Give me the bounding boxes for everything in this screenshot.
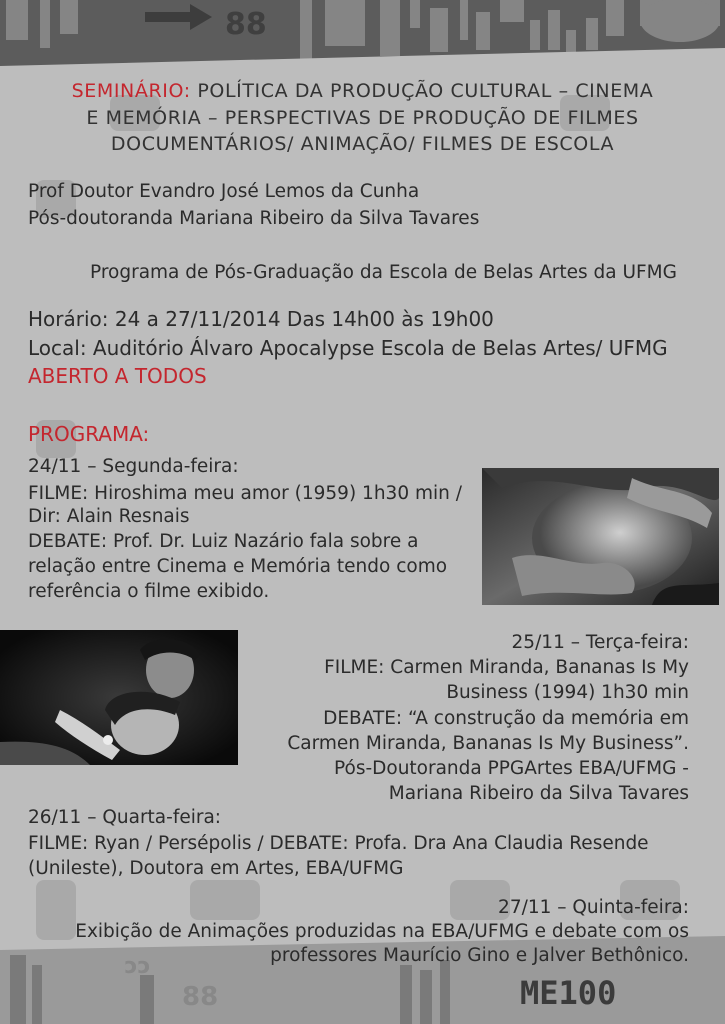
day-1-debate: DEBATE: Prof. Dr. Luiz Nazário fala sobre a [28,531,419,552]
day-2-speaker-2: Mariana Ribeiro da Silva Tavares [388,783,689,804]
day-4-date: 27/11 – Quinta-feira: [498,897,689,918]
day-2-speaker: Pós-Doutoranda PPGArtes EBA/UFMG - [334,758,689,779]
day-1-director: Dir: Alain Resnais [28,506,190,527]
day-3-date: 26/11 – Quarta-feira: [28,807,222,828]
speaker-2: Pós-doutoranda Mariana Ribeiro da Silva Tavares [28,208,480,229]
day-1-film: FILME: Hiroshima meu amor (1959) 1h30 min / [28,483,462,504]
day-4-description-2: professores Maurício Gino e Jalver Bethônico. [270,945,689,966]
day-1-debate-3: referência o filme exibido. [28,581,270,602]
film-still-hands [482,468,719,605]
day-2-date: 25/11 – Terça-feira: [511,632,689,653]
day-1-date: 24/11 – Segunda-feira: [28,456,239,477]
title-line-2: E MEMÓRIA – PERSPECTIVAS DE PRODUÇÃO DE FILMES [86,106,639,129]
film-mark-top: 88 [225,7,267,42]
day-2-debate-2: Carmen Miranda, Bananas Is My Business”. [287,733,689,754]
film-mark-bottom-right: ME100 [520,974,617,1012]
schedule-time: Horário: 24 a 27/11/2014 Das 14h00 às 19h00 [28,307,494,331]
film-mark-bottom-left: 88 [182,982,219,1012]
programa-heading: PROGRAMA: [28,422,150,446]
day-2-debate: DEBATE: “A construção da memória em [323,708,689,729]
schedule-location: Local: Auditório Álvaro Apocalypse Escola de Belas Artes/ UFMG [28,336,668,360]
day-3-film-2: (Unileste), Doutora em Artes, EBA/UFMG [28,858,404,879]
open-to-all: ABERTO A TODOS [28,364,207,388]
day-3-film: FILME: Ryan / Persépolis / DEBATE: Profa. Dra Ana Claudia Resende [28,833,649,854]
title-line-1: POLÍTICA DA PRODUÇÃO CULTURAL – CINEMA [197,80,654,102]
film-mark-bottom-left-cc: cc [123,955,150,980]
day-1-debate-2: relação entre Cinema e Memória tendo como [28,556,448,577]
program-name: Programa de Pós-Graduação da Escola de Belas Artes da UFMG [90,262,677,283]
seminar-title [40,78,685,158]
film-still-couple [0,630,238,765]
speaker-1: Prof Doutor Evandro José Lemos da Cunha [28,181,420,202]
title-line-3: DOCUMENTÁRIOS/ ANIMAÇÃO/ FILMES DE ESCOLA [110,133,615,155]
day-2-film-2: Business (1994) 1h30 min [446,682,689,703]
seminar-label: SEMINÁRIO: [71,80,191,102]
day-2-film: FILME: Carmen Miranda, Bananas Is My [324,657,689,678]
day-4-description: Exibição de Animações produzidas na EBA/UFMG e debate com os [75,921,689,942]
